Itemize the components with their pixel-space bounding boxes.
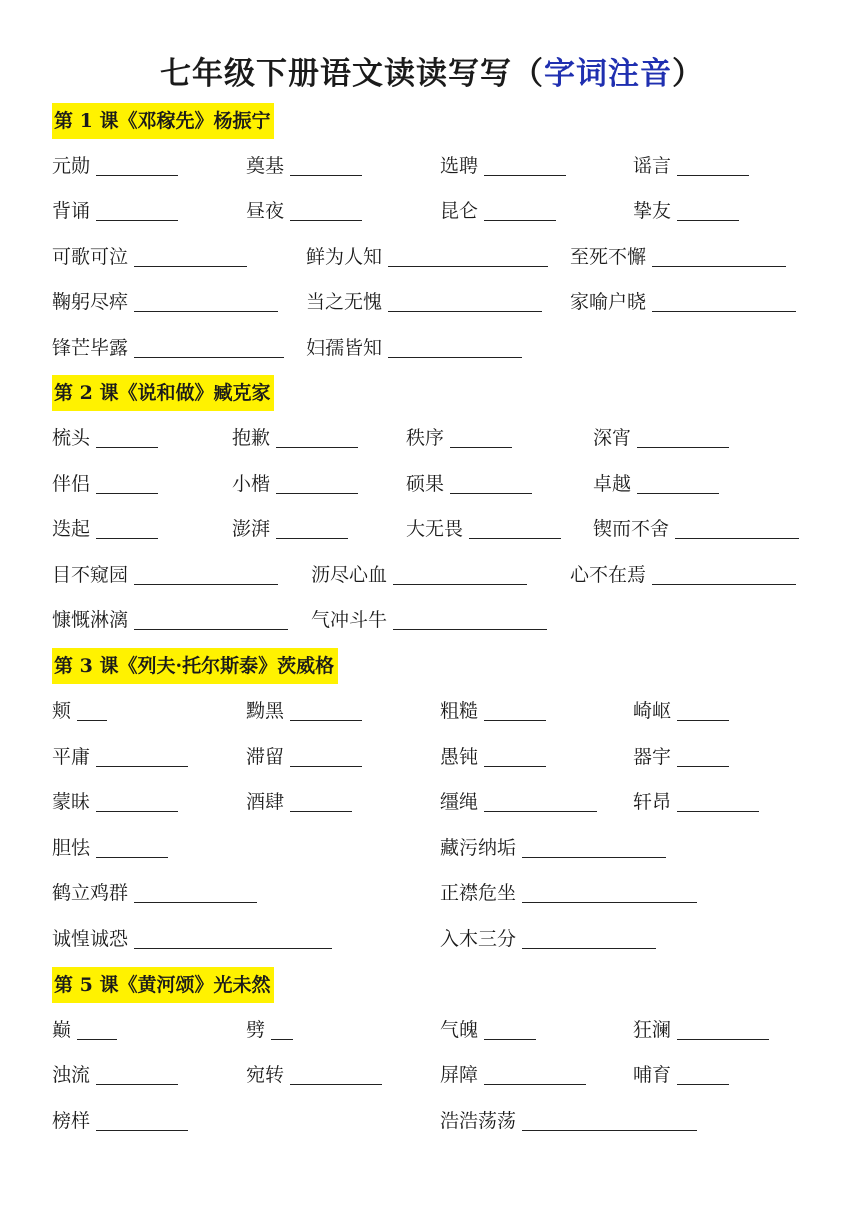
answer-blank bbox=[677, 700, 729, 721]
title-text: 七年级下册语文读读写写（ bbox=[160, 56, 544, 92]
word-entry: 滞留 bbox=[246, 743, 362, 771]
answer-blank bbox=[77, 700, 107, 721]
answer-blank bbox=[484, 746, 546, 767]
answer-blank bbox=[96, 791, 178, 812]
answer-blank bbox=[96, 473, 158, 494]
word-entry: 劈 bbox=[246, 1016, 293, 1044]
word-entry: 梳头 bbox=[52, 424, 158, 452]
answer-blank bbox=[677, 746, 729, 767]
answer-blank bbox=[134, 882, 257, 903]
word-entry: 轩昂 bbox=[633, 788, 759, 816]
word-entry: 大无畏 bbox=[406, 515, 561, 543]
answer-blank bbox=[484, 200, 556, 221]
word-entry: 伴侣 bbox=[52, 470, 158, 498]
word-entry: 正襟危坐 bbox=[440, 879, 697, 907]
word-entry: 澎湃 bbox=[232, 515, 348, 543]
answer-blank bbox=[388, 246, 548, 267]
word-entry: 沥尽心血 bbox=[311, 561, 527, 589]
word-entry: 卓越 bbox=[593, 470, 719, 498]
answer-blank bbox=[522, 882, 697, 903]
word-entry: 当之无愧 bbox=[306, 288, 542, 316]
word-entry: 粗糙 bbox=[440, 697, 546, 725]
word-entry: 昼夜 bbox=[246, 197, 362, 225]
word-entry: 家喻户晓 bbox=[570, 288, 796, 316]
word-entry: 挚友 bbox=[633, 197, 739, 225]
word-entry: 鞠躬尽瘁 bbox=[52, 288, 278, 316]
answer-blank bbox=[134, 337, 284, 358]
word-entry: 平庸 bbox=[52, 743, 188, 771]
answer-blank bbox=[96, 427, 158, 448]
title-highlight: 字词注音 bbox=[544, 56, 672, 92]
answer-blank bbox=[290, 700, 362, 721]
lesson-heading: 第 2 课《说和做》臧克家 bbox=[52, 375, 274, 411]
word-entry: 硕果 bbox=[406, 470, 532, 498]
answer-blank bbox=[134, 291, 278, 312]
answer-blank bbox=[134, 564, 278, 585]
answer-blank bbox=[96, 746, 188, 767]
page-title bbox=[0, 52, 864, 96]
word-entry: 宛转 bbox=[246, 1061, 382, 1089]
answer-blank bbox=[450, 473, 532, 494]
answer-blank bbox=[276, 427, 358, 448]
word-entry: 小楷 bbox=[232, 470, 358, 498]
word-entry: 浊流 bbox=[52, 1061, 178, 1089]
answer-blank bbox=[77, 1019, 117, 1040]
answer-blank bbox=[484, 155, 566, 176]
word-entry: 愚钝 bbox=[440, 743, 546, 771]
answer-blank bbox=[522, 837, 666, 858]
answer-blank bbox=[484, 1064, 586, 1085]
word-entry: 背诵 bbox=[52, 197, 178, 225]
answer-blank bbox=[96, 200, 178, 221]
word-entry: 妇孺皆知 bbox=[306, 334, 522, 362]
word-entry: 胆怯 bbox=[52, 834, 168, 862]
word-entry: 缰绳 bbox=[440, 788, 597, 816]
word-entry: 诚惶诚恐 bbox=[52, 925, 332, 953]
word-entry: 心不在焉 bbox=[570, 561, 796, 589]
answer-blank bbox=[388, 291, 542, 312]
answer-blank bbox=[393, 564, 527, 585]
word-entry: 秩序 bbox=[406, 424, 512, 452]
answer-blank bbox=[290, 200, 362, 221]
answer-blank bbox=[290, 155, 362, 176]
word-entry: 抱歉 bbox=[232, 424, 358, 452]
word-entry: 气冲斗牛 bbox=[311, 606, 547, 634]
answer-blank bbox=[388, 337, 522, 358]
word-entry: 酒肆 bbox=[246, 788, 352, 816]
word-entry: 锋芒毕露 bbox=[52, 334, 284, 362]
answer-blank bbox=[276, 518, 348, 539]
word-entry: 屏障 bbox=[440, 1061, 586, 1089]
word-entry: 榜样 bbox=[52, 1107, 188, 1135]
answer-blank bbox=[675, 518, 799, 539]
answer-blank bbox=[522, 1110, 697, 1131]
word-entry: 谣言 bbox=[633, 152, 749, 180]
answer-blank bbox=[393, 609, 547, 630]
answer-blank bbox=[450, 427, 512, 448]
answer-blank bbox=[522, 928, 656, 949]
answer-blank bbox=[134, 246, 247, 267]
lesson-heading: 第 3 课《列夫·托尔斯泰》茨威格 bbox=[52, 648, 338, 684]
word-entry: 浩浩荡荡 bbox=[440, 1107, 697, 1135]
answer-blank bbox=[290, 746, 362, 767]
answer-blank bbox=[96, 518, 158, 539]
answer-blank bbox=[96, 1110, 188, 1131]
answer-blank bbox=[134, 609, 288, 630]
word-entry: 昆仑 bbox=[440, 197, 556, 225]
lesson-heading: 第 1 课《邓稼先》杨振宁 bbox=[52, 103, 274, 139]
answer-blank bbox=[677, 155, 749, 176]
answer-blank bbox=[96, 1064, 178, 1085]
answer-blank bbox=[652, 564, 796, 585]
word-entry: 入木三分 bbox=[440, 925, 656, 953]
title-close: ） bbox=[672, 56, 704, 92]
word-entry: 蒙昧 bbox=[52, 788, 178, 816]
lesson-heading: 第 5 课《黄河颂》光未然 bbox=[52, 967, 274, 1003]
word-entry: 目不窥园 bbox=[52, 561, 278, 589]
answer-blank bbox=[484, 791, 597, 812]
word-entry: 巅 bbox=[52, 1016, 117, 1044]
word-entry: 哺育 bbox=[633, 1061, 729, 1089]
answer-blank bbox=[637, 473, 719, 494]
word-entry: 崎岖 bbox=[633, 697, 729, 725]
answer-blank bbox=[96, 837, 168, 858]
word-entry: 可歌可泣 bbox=[52, 243, 247, 271]
word-entry: 黝黑 bbox=[246, 697, 362, 725]
word-entry: 慷慨淋漓 bbox=[52, 606, 288, 634]
answer-blank bbox=[484, 1019, 536, 1040]
answer-blank bbox=[652, 291, 796, 312]
answer-blank bbox=[276, 473, 358, 494]
word-entry: 气魄 bbox=[440, 1016, 536, 1044]
word-entry: 选聘 bbox=[440, 152, 566, 180]
answer-blank bbox=[677, 791, 759, 812]
answer-blank bbox=[290, 1064, 382, 1085]
word-entry: 鲜为人知 bbox=[306, 243, 548, 271]
word-entry: 狂澜 bbox=[633, 1016, 769, 1044]
answer-blank bbox=[637, 427, 729, 448]
word-entry: 奠基 bbox=[246, 152, 362, 180]
word-entry: 迭起 bbox=[52, 515, 158, 543]
word-entry: 至死不懈 bbox=[570, 243, 786, 271]
answer-blank bbox=[271, 1019, 293, 1040]
answer-blank bbox=[677, 1064, 729, 1085]
answer-blank bbox=[677, 1019, 769, 1040]
word-entry: 深宵 bbox=[593, 424, 729, 452]
answer-blank bbox=[290, 791, 352, 812]
answer-blank bbox=[484, 700, 546, 721]
word-entry: 颊 bbox=[52, 697, 107, 725]
word-entry: 元勋 bbox=[52, 152, 178, 180]
word-entry: 藏污纳垢 bbox=[440, 834, 666, 862]
answer-blank bbox=[134, 928, 332, 949]
answer-blank bbox=[677, 200, 739, 221]
answer-blank bbox=[469, 518, 561, 539]
answer-blank bbox=[96, 155, 178, 176]
word-entry: 鹤立鸡群 bbox=[52, 879, 257, 907]
word-entry: 器宇 bbox=[633, 743, 729, 771]
answer-blank bbox=[652, 246, 786, 267]
word-entry: 锲而不舍 bbox=[593, 515, 799, 543]
